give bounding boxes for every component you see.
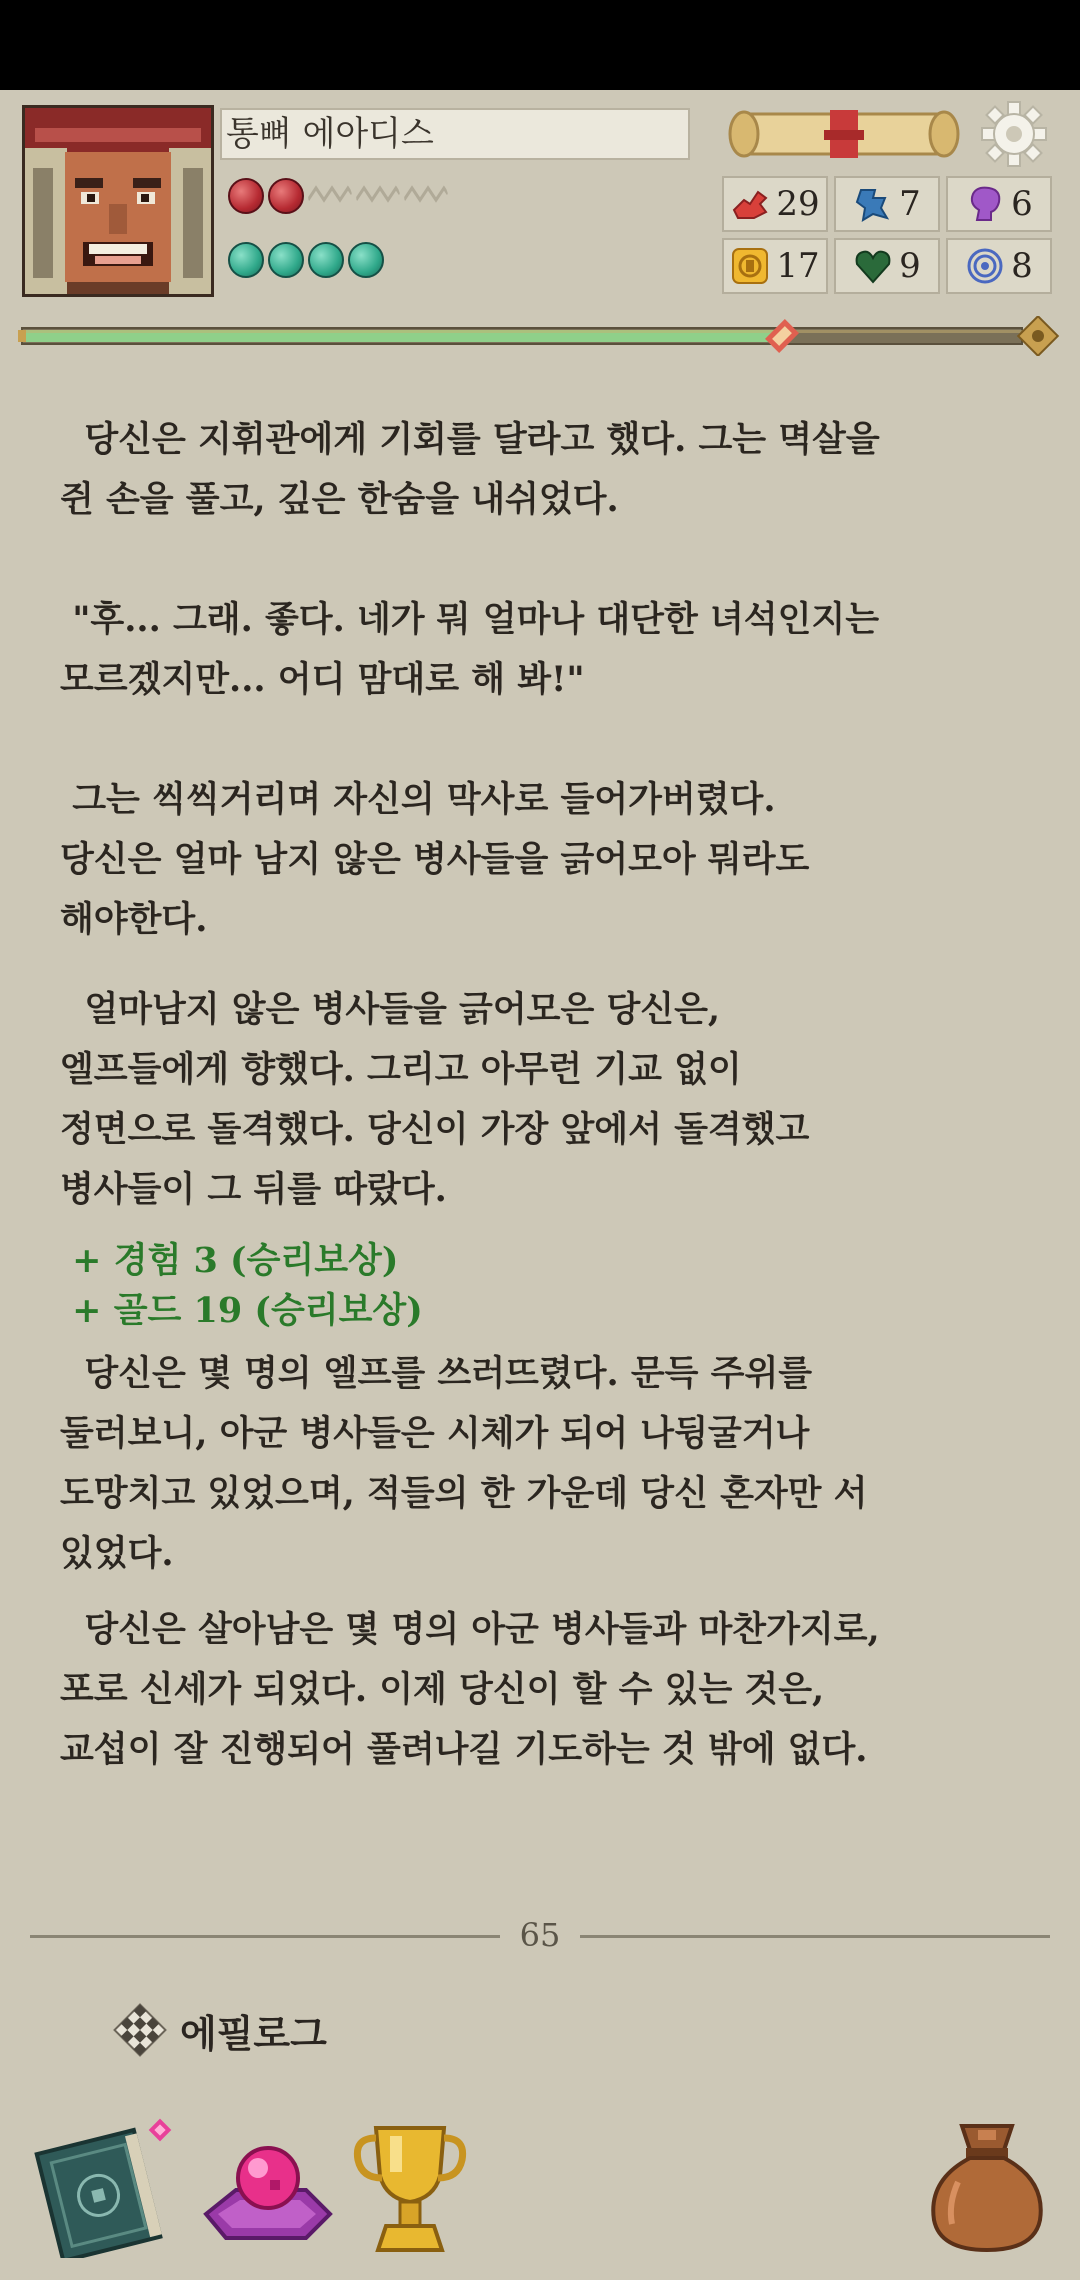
- diamond-bullet-icon: [110, 2000, 170, 2060]
- stat-gold: [722, 238, 828, 294]
- story-text[interactable]: [60, 410, 1020, 1780]
- stat-agility: [834, 176, 940, 232]
- stat-value: 29: [776, 184, 820, 224]
- mana-orb-full: [308, 242, 344, 278]
- mana-orb-full: [348, 242, 384, 278]
- stat-value: 9: [899, 246, 921, 286]
- story-paragraph: 얼마남지 않은 병사들을 긁어모은 당신은, 엘프들에게 향했다. 그리고 아무런 기교 없이 정면으로 돌격했다. 당신이 가장 앞에서 돌격했고 병사들이 그 뒤를 따랐다.: [60, 989, 810, 1210]
- stat-intellect: [946, 176, 1052, 232]
- health-orb-empty: [404, 178, 448, 214]
- stat-value: 17: [776, 246, 820, 286]
- level-ornament-icon: [1018, 316, 1058, 356]
- mana-orb-full: [268, 242, 304, 278]
- gear-icon[interactable]: [980, 100, 1048, 168]
- progress-marker-icon: [765, 319, 799, 353]
- gem-cushion-icon[interactable]: [196, 2130, 336, 2250]
- page-divider: [30, 1918, 1050, 1954]
- spellbook-icon[interactable]: [30, 2118, 180, 2258]
- story-paragraph: 당신은 지휘관에게 기회를 달라고 했다. 그는 멱살을 쥔 손을 풀고, 깊은 한숨을 내쉬었다.: [60, 419, 880, 520]
- page-number: 65: [519, 1916, 561, 1954]
- strength-icon: [730, 184, 770, 224]
- heart-icon: [853, 246, 893, 286]
- character-portrait[interactable]: [22, 105, 214, 297]
- status-bar: [0, 0, 1080, 90]
- intellect-icon: [965, 184, 1005, 224]
- stat-value: 7: [899, 184, 921, 224]
- health-orb-empty: [356, 178, 400, 214]
- stat-focus: [946, 238, 1052, 294]
- new-badge-icon: [149, 2119, 172, 2142]
- mana-orb-full: [228, 242, 264, 278]
- trophy-icon[interactable]: [350, 2120, 470, 2260]
- health-orb-empty: [308, 178, 352, 214]
- experience-bar: [18, 316, 1062, 356]
- stat-strength: [722, 176, 828, 232]
- inventory-bag-icon[interactable]: [922, 2116, 1052, 2256]
- target-icon: [965, 246, 1005, 286]
- gold-coin-icon: [730, 246, 770, 286]
- portrait-face-icon: [25, 108, 211, 294]
- reward-experience: + 경험 3 (승리보상): [60, 1240, 399, 1281]
- quest-scroll-button[interactable]: [728, 100, 960, 168]
- story-paragraph: 당신은 몇 명의 엘프를 쓰러뜨렸다. 문득 주위를 둘러보니, 아군 병사들은 시체가 되어 나뒹굴거나 도망치고 있었으며, 적들의 한 가운데 당신 혼자만 서 있었다.: [60, 1353, 868, 1574]
- health-orb-full: [268, 178, 304, 214]
- stat-value: 8: [1011, 246, 1033, 286]
- story-paragraph: 당신은 살아남은 몇 명의 아군 병사들과 마찬가지로, 포로 신세가 되었다. 이제 당신이 할 수 있는 것은, 교섭이 잘 진행되어 풀려나길 기도하는 것 밖에 없다.: [60, 1609, 880, 1770]
- character-name: 통뼈 에아디스: [220, 108, 690, 160]
- health-orbs: [228, 178, 448, 218]
- story-paragraph: "후... 그래. 좋다. 네가 뭐 얼마나 대단한 녀석인지는 모르겠지만... 어디 맘대로 해 봐!": [60, 599, 880, 700]
- stat-value: 6: [1011, 184, 1033, 224]
- agility-icon: [853, 184, 893, 224]
- mana-orbs: [228, 242, 384, 282]
- story-paragraph: 그는 씩씩거리며 자신의 막사로 들어가버렸다. 당신은 얼마 남지 않은 병사들을 긁어모아 뭐라도 해야한다.: [60, 779, 810, 940]
- stat-vitality: [834, 238, 940, 294]
- epilogue-choice[interactable]: [110, 2000, 327, 2060]
- reward-gold: + 골드 19 (승리보상): [60, 1290, 423, 1331]
- epilogue-label: 에필로그: [180, 2011, 327, 2056]
- health-orb-full: [228, 178, 264, 214]
